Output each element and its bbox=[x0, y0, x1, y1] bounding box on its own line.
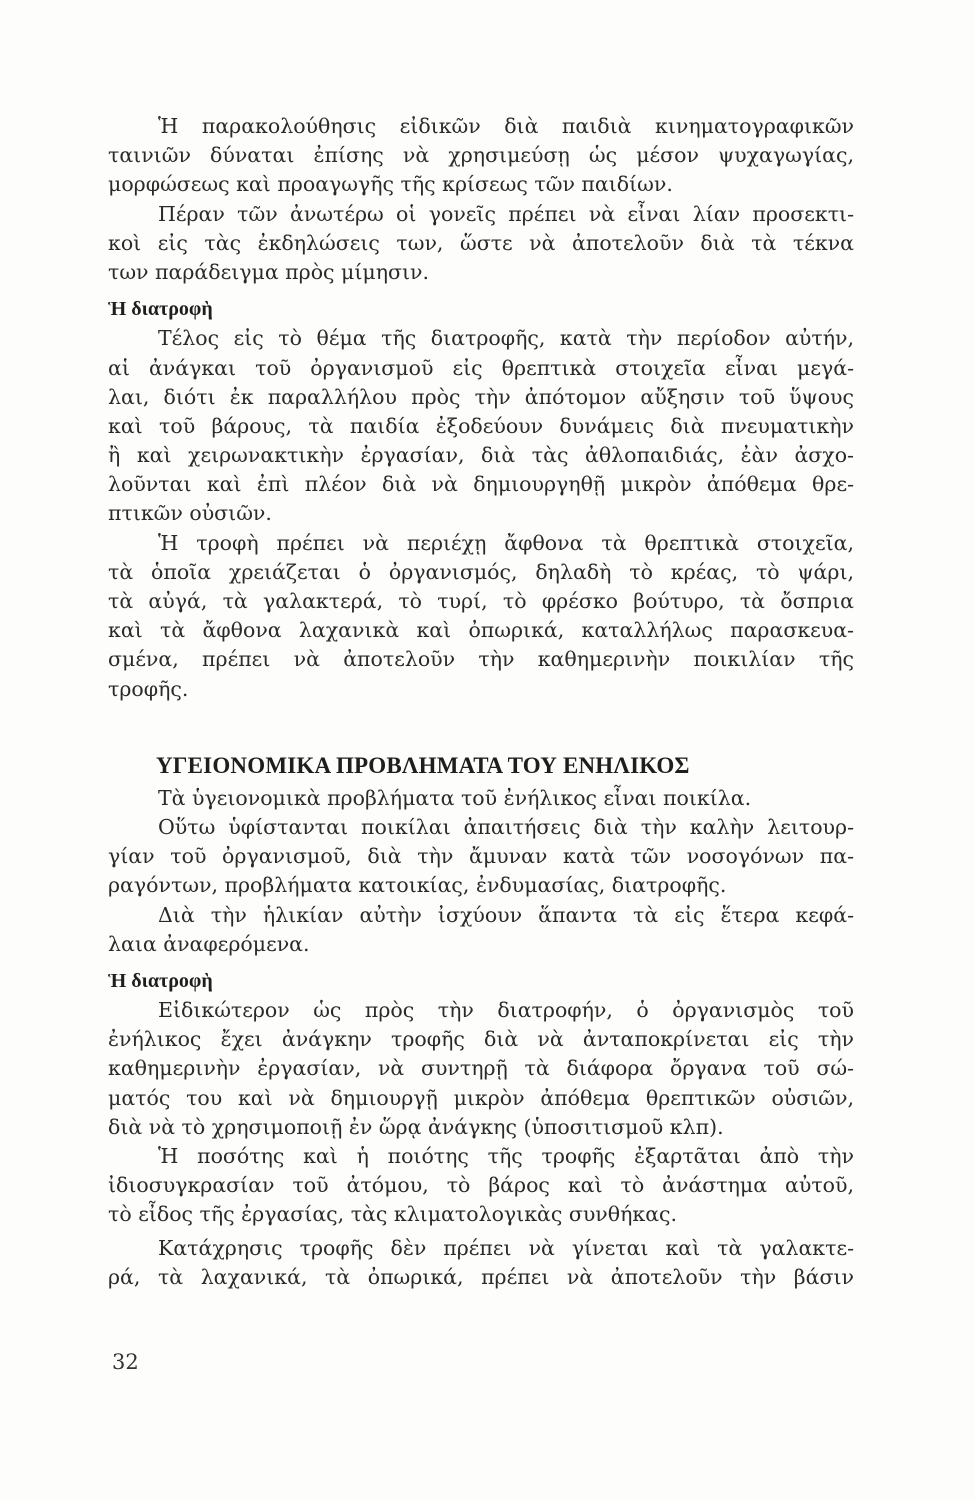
text-line: Τέλος εἰς τὸ θέμα τῆς διατροφῆς, κατὰ τὴν περίοδον αὐτήν, bbox=[158, 326, 854, 351]
text-line: Τὰ ὑγειονομικὰ προβλήματα τοῦ ἐνήλικος εἶναι ποικίλα. bbox=[158, 785, 752, 810]
text-line: Κατάχρησις τροφῆς δὲν πρέπει νὰ γίνεται καὶ τὰ γαλακτε- bbox=[158, 1235, 854, 1260]
text-line: των παράδειγμα πρὸς μίμησιν. bbox=[108, 259, 430, 284]
subheading-nutrition: Ἡ διατροφὴ bbox=[108, 298, 213, 321]
text-line: ταινιῶν δύναται ἐπίσης νὰ χρησιμεύσῃ ὡς μέσον ψυχαγωγίας, bbox=[108, 143, 854, 168]
text-line: μορφώσεως καὶ προαγωγῆς τῆς κρίσεως τῶν παιδίων. bbox=[108, 172, 673, 197]
text-line: καθημερινὴν ἐργασίαν, νὰ συντηρῇ τὰ διάφορα ὄργανα τοῦ σώ- bbox=[108, 1056, 854, 1081]
text-line: ματός του καὶ νὰ δημιουργῇ μικρὸν ἀπόθεμα θρεπτικῶν οὐσιῶν, bbox=[108, 1085, 854, 1110]
text-line: λοῦνται καὶ ἐπὶ πλέον διὰ νὰ δημιουργηθῇ μικρὸν ἀπόθεμα θρε- bbox=[108, 472, 854, 497]
text-line: καὶ τοῦ βάρους, τὰ παιδία ἐξοδεύουν δυνάμεις διὰ πνευματικὴν bbox=[108, 413, 854, 438]
text-line: γίαν τοῦ ὀργανισμοῦ, διὰ τὴν ἄμυναν κατὰ τῶν νοσογόνων πα- bbox=[108, 844, 854, 869]
text-line: τὰ αὐγά, τὰ γαλακτερά, τὸ τυρί, τὸ φρέσκο βούτυρο, τὰ ὄσπρια bbox=[108, 589, 854, 613]
text-line: σμένα, πρέπει νὰ ἀποτελοῦν τὴν καθημερινὴν ποικιλίαν τῆς bbox=[108, 647, 854, 672]
text-line: Ἡ ποσότης καὶ ἡ ποιότης τῆς τροφῆς ἐξαρτᾶται ἀπὸ τὴν bbox=[158, 1144, 854, 1168]
text-line: Οὕτω ὑφίστανται ποικίλαι ἀπαιτήσεις διὰ τὴν καλὴν λειτουρ- bbox=[158, 814, 854, 839]
text-line: τροφῆς. bbox=[108, 676, 189, 701]
text-line: Εἰδικώτερον ὡς πρὸς τὴν διατροφήν, ὁ ὀργανισμὸς τοῦ bbox=[158, 998, 854, 1023]
section-heading: ΥΓΕΙΟΝΟΜΙΚΑ ΠΡΟΒΛΗΜΑΤΑ ΤΟΥ ΕΝΗΛΙΚΟΣ bbox=[156, 752, 690, 778]
text-line: Ἡ παρακολούθησις εἰδικῶν διὰ παιδιὰ κινηματογραφικῶν bbox=[158, 114, 854, 138]
text-line: αἱ ἀνάγκαι τοῦ ὀργανισμοῦ εἰς θρεπτικὰ στοιχεῖα εἶναι μεγά- bbox=[108, 355, 854, 380]
text-line: Ἡ τροφὴ πρέπει νὰ περιέχῃ ἄφθονα τὰ θρεπτικὰ στοιχεῖα, bbox=[158, 530, 854, 555]
text-line: διὰ νὰ τὸ χρησιμοποιῇ ἐν ὥρᾳ ἀνάγκης (ὑποσιτισμοῦ κλπ). bbox=[108, 1114, 724, 1139]
text-line: Διὰ τὴν ἡλικίαν αὐτὴν ἰσχύουν ἅπαντα τὰ εἰς ἕτερα κεφά- bbox=[158, 902, 854, 927]
text-line: Πέραν τῶν ἀνωτέρω οἱ γονεῖς πρέπει νὰ εἶναι λίαν προσεκτι- bbox=[158, 201, 854, 226]
text-line: τὰ ὁποῖα χρειάζεται ὁ ὀργανισμός, δηλαδὴ τὸ κρέας, τὸ ψάρι, bbox=[108, 559, 854, 584]
text-line: λαια ἀναφερόμενα. bbox=[108, 931, 310, 956]
text-line: πτικῶν οὐσιῶν. bbox=[108, 501, 272, 526]
text-line: τὸ εἶδος τῆς ἐργασίας, τὰς κλιματολογικὰς συνθήκας. bbox=[108, 1202, 678, 1227]
text-line: ἐνήλικος ἔχει ἀνάγκην τροφῆς διὰ νὰ ἀνταποκρίνεται εἰς τὴν bbox=[108, 1027, 854, 1052]
text-line: ἰδιοσυγκρασίαν τοῦ ἀτόμου, τὸ βάρος καὶ τὸ ἀνάστημα αὐτοῦ, bbox=[108, 1173, 854, 1198]
text-line: λαι, διότι ἐκ παραλλήλου πρὸς τὴν ἀπότομον αὔξησιν τοῦ ὕψους bbox=[108, 384, 854, 409]
text-line: ἢ καὶ χειρωνακτικὴν ἐργασίαν, διὰ τὰς ἀθλοπαιδιάς, ἐὰν ἀσχο- bbox=[108, 443, 854, 468]
text-line: ρά, τὰ λαχανικά, τὰ ὀπωρικά, πρέπει νὰ ἀποτελοῦν τὴν βάσιν bbox=[108, 1264, 854, 1289]
page-text bbox=[108, 112, 854, 1292]
page-number: 32 bbox=[112, 1350, 139, 1374]
text-line: καὶ τὰ ἄφθονα λαχανικὰ καὶ ὀπωρικά, καταλλήλως παρασκευα- bbox=[108, 618, 854, 643]
text-line: κοὶ εἰς τὰς ἐκδηλώσεις των, ὥστε νὰ ἀποτελοῦν διὰ τὰ τέκνα bbox=[108, 230, 854, 255]
subheading-nutrition-adult: Ἡ διατροφὴ bbox=[108, 969, 213, 992]
text-line: ραγόντων, προβλήματα κατοικίας, ἐνδυμασίας, διατροφῆς. bbox=[108, 873, 727, 898]
